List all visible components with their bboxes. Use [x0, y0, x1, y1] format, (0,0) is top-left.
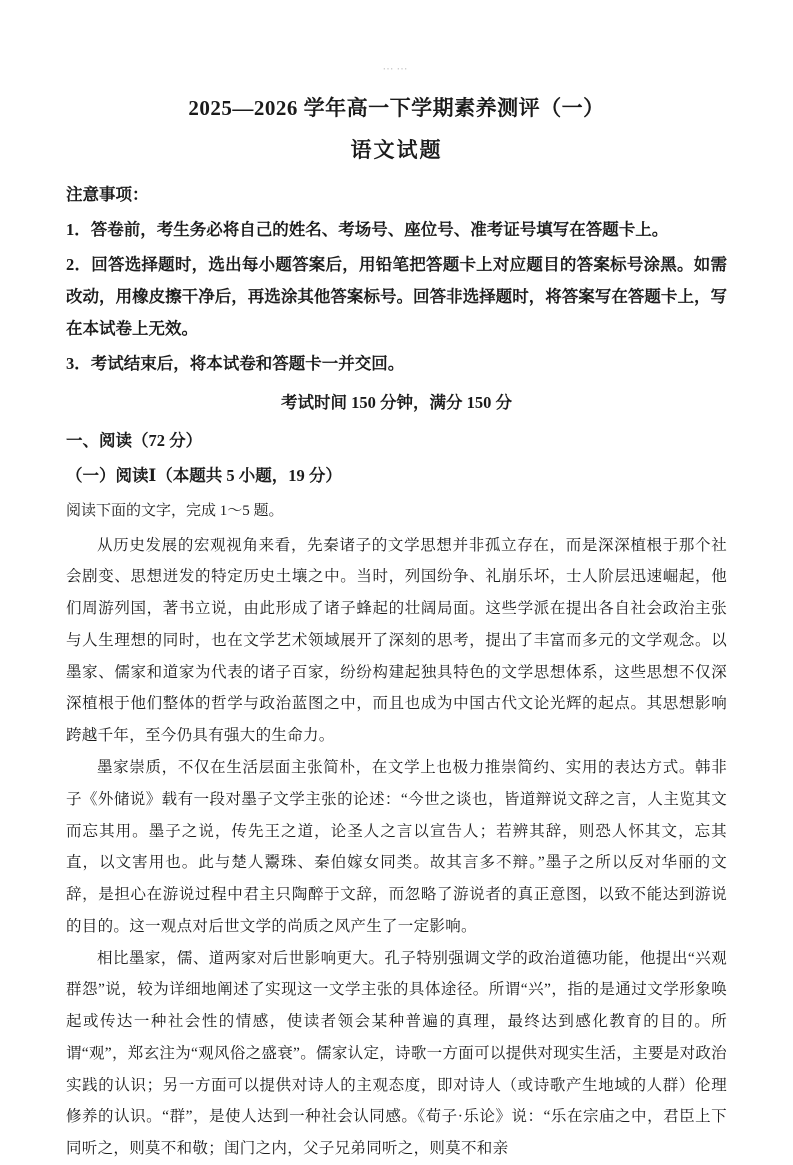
scan-artifact: ⋯⋯	[382, 63, 411, 75]
passage-paragraph-2: 墨家崇质，不仅在生活层面主张简朴，在文学上也极力推崇简约、实用的表达方式。韩非子《外储说》载有一段对墨子文学主张的论述：“今世之谈也，皆道辩说文辞之言，人主览其文而忘其用。墨子之说，传先王之道，论圣人之言以宣告人；若辨其辞，则恐人怀其文，忘其直，以文害用也。此与楚人鬻珠、秦伯嫁女同类。故其言多不辩。”墨子之所以反对华丽的文辞，是担心在游说过程中君主只陶醉于文辞，而忽略了游说者的真正意图，以致不能达到游说的目的。这一观点对后世文学的尚质之风产生了一定影响。	[66, 758, 727, 935]
reading-instruction: 阅读下面的文字，完成 1～5 题。	[66, 503, 284, 520]
passage-paragraph-1: 从历史发展的宏观视角来看，先秦诸子的文学思想并非孤立存在，而是深深植根于那个社会剧变、思想迸发的特定历史土壤之中。当时，列国纷争、礼崩乐坏，士人阶层迅速崛起，他们周游列国，著书立说，由此形成了诸子蜂起的壮阔局面。这些学派在提出各自社会政治主张与人生理想的同时，也在文学艺术领域展开了深刻的思考，提出了丰富而多元的文学观念。以墨家、儒家和道家为代表的诸子百家，纷纷构建起独具特色的文学思想体系，这些思想不仅深深植根于他们整体的哲学与政治蓝图之中，而且也成为中国古代文论光辉的起点。其思想影响跨越千年，至今仍具有强大的生命力。	[66, 536, 727, 745]
reading-section	[66, 426, 727, 526]
notice-item-3: 3．考试结束后，将本试卷和答题卡一并交回。	[66, 354, 405, 374]
exam-time-score-info: 考试时间 150 分钟，满分 150 分	[281, 393, 512, 413]
notice-heading: 注意事项：	[66, 185, 149, 204]
notice-item-1: 1．答卷前，考生务必将自己的姓名、考场号、座位号、准考证号填写在答题卡上。	[66, 219, 669, 239]
notice-section	[66, 180, 727, 418]
notice-item-2: 2．回答选择题时，选出每小题答案后，用铅笔把答题卡上对应题目的答案标号涂黑。如需改动，用橡皮擦干净后，再选涂其他答案标号。回答非选择题时，将答案写在答题卡上，写在本试卷上无效。	[66, 255, 727, 338]
reading-passage	[66, 530, 727, 1165]
exam-subtitle: 语文试题	[350, 138, 443, 162]
exam-title: 2025—2026 学年高一下学期素养测评（一）	[188, 96, 605, 120]
subsection-one-heading: （一）阅读Ⅰ（本题共 5 小题，19 分）	[66, 466, 342, 486]
section-one-heading: 一、阅读（72 分）	[66, 430, 203, 450]
passage-paragraph-3: 相比墨家，儒、道两家对后世影响更大。孔子特别强调文学的政治道德功能，他提出“兴观群怨”说，较为详细地阐述了实现这一文学主张的具体途径。所谓“兴”，指的是通过文学形象唤起或传达一种社会性的情感，使读者领会某种普遍的真理，最终达到感化教育的目的。所谓“观”，郑玄注为“观风俗之盛衰”。儒家认定，诗歌一方面可以提供对现实生活，主要是对政治实践的认识；另一方面可以提供对诗人的主观态度，即对诗人（或诗歌产生地域的人群）伦理修养的认识。“群”，是使人达到一种社会认同感。《荀子·乐论》说：“乐在宗庙之中，君臣上下同听之，则莫不和敬；闺门之内，父子兄弟同听之，则莫不和亲	[66, 949, 727, 1158]
